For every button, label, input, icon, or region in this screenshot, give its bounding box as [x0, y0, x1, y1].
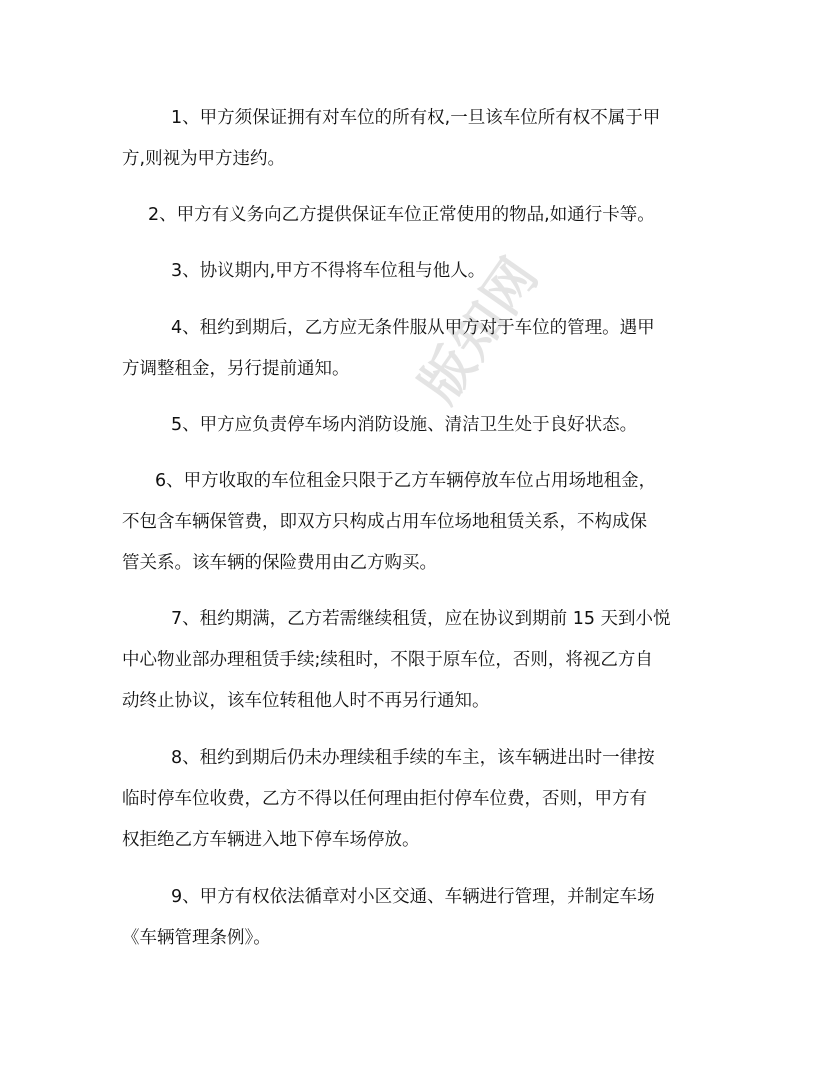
clause-line: 临时停车位收费，乙方不得以任何理由拒付停车位费，否则，甲方有 [122, 789, 647, 809]
clause-line: 5、甲方应负责停车场内消防设施、清洁卫生处于良好状态。 [171, 415, 638, 435]
clause-line: 8、租约到期后仍未办理续租手续的车主，该车辆进出时一律按 [171, 748, 655, 768]
clause-line: 中心物业部办理租赁手续;续租时，不限于原车位，否则，将视乙方自 [122, 650, 653, 670]
clause-line: 方,则视为甲方违约。 [122, 149, 286, 169]
watermark: 版知网 [408, 246, 552, 414]
clause-line: 2、甲方有义务向乙方提供保证车位正常使用的物品,如通行卡等。 [148, 205, 655, 225]
clause-line: 权拒绝乙方车辆进入地下停车场停放。 [122, 830, 420, 850]
clause-line: 《车辆管理条例》。 [122, 928, 271, 948]
clause-line: 方调整租金，另行提前通知。 [122, 359, 350, 379]
clause-line: 1、甲方须保证拥有对车位的所有权,一旦该车位所有权不属于甲 [171, 108, 661, 128]
clause-line: 动终止协议，该车位转租他人时不再另行通知。 [122, 691, 490, 711]
clause-line: 3、协议期内,甲方不得将车位租与他人。 [171, 261, 486, 281]
clause-line: 6、甲方收取的车位租金只限于乙方车辆停放车位占用场地租金， [155, 471, 657, 491]
clause-line: 7、租约期满，乙方若需继续租赁，应在协议到期前 15 天到小悦 [171, 609, 671, 629]
clause-line: 管关系。该车辆的保险费用由乙方购买。 [122, 553, 437, 573]
clause-line: 不包含车辆保管费，即双方只构成占用车位场地租赁关系，不构成保 [122, 512, 647, 532]
clause-line: 9、甲方有权依法循章对小区交通、车辆进行管理，并制定车场 [171, 887, 655, 907]
clause-line: 4、租约到期后，乙方应无条件服从甲方对于车位的管理。遇甲 [171, 318, 655, 338]
